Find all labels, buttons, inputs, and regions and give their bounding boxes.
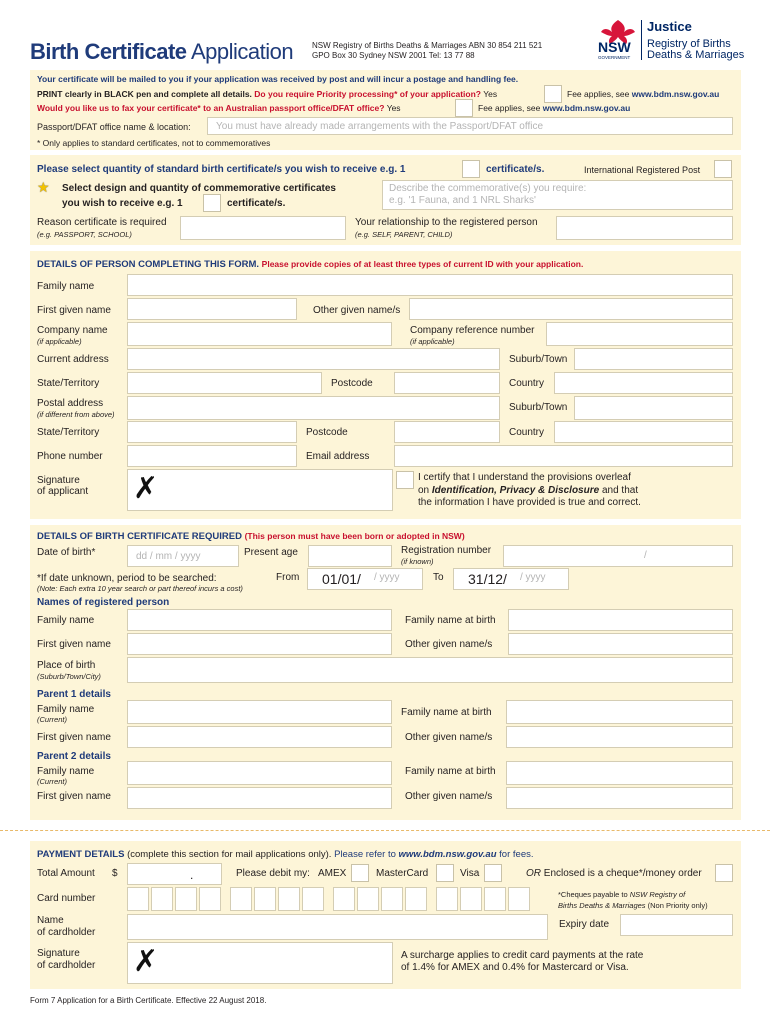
unknown-note: (Note: Each extra 10 year search or part thereof incurs a cost) xyxy=(37,584,243,593)
card-digit[interactable] xyxy=(254,887,276,911)
passport-label: Passport/DFAT office name & location: xyxy=(37,122,191,132)
card-digit[interactable] xyxy=(436,887,458,911)
total-decimal: . xyxy=(190,868,194,882)
company-hint: (if applicable) xyxy=(37,337,82,346)
fax-fee-text: Fee applies, see xyxy=(478,103,541,113)
payment-url: www.bdm.nsw.gov.au xyxy=(398,849,497,860)
p2-family-birth-input[interactable] xyxy=(506,761,733,785)
place-of-birth-label: Place of birth xyxy=(37,660,96,671)
email-label: Email address xyxy=(306,451,370,462)
payment-heading-note: (complete this section for mail applications only). xyxy=(127,849,332,860)
certify-line-3: the information I have provided is true and correct. xyxy=(418,497,641,508)
mastercard-label: MasterCard xyxy=(376,868,429,879)
total-label: Total Amount xyxy=(37,868,95,879)
cardholder-signature-input[interactable] xyxy=(127,942,393,984)
applicant-first-input[interactable] xyxy=(127,298,297,320)
applicant-signature-label-2: of applicant xyxy=(37,486,89,497)
card-number-input[interactable] xyxy=(127,887,537,911)
from-label: From xyxy=(276,572,300,583)
reg-other-label: Other given name/s xyxy=(405,639,493,650)
cardholder-name-label-2: of cardholder xyxy=(37,927,96,938)
reason-input[interactable] xyxy=(180,216,346,240)
state-input[interactable] xyxy=(127,372,322,394)
p1-first-input[interactable] xyxy=(127,726,392,748)
passport-office-input[interactable]: You must have already made arrangements with the Passport/DFAT office xyxy=(207,117,733,135)
star-icon: ★ xyxy=(37,179,50,195)
card-digit[interactable] xyxy=(127,887,149,911)
card-digit[interactable] xyxy=(333,887,355,911)
standard-quantity-label: Please select quantity of standard birth certificate/s you wish to receive e.g. 1 xyxy=(37,164,406,175)
fax-checkbox[interactable] xyxy=(455,99,473,117)
postal-address-hint: (if different from above) xyxy=(37,410,115,419)
card-digit[interactable] xyxy=(460,887,482,911)
registry-address-1: NSW Registry of Births Deaths & Marriages ABN 30 854 211 521 xyxy=(312,41,543,50)
to-value: 31/12/ xyxy=(468,571,507,587)
postcode2-input[interactable] xyxy=(394,421,500,443)
relationship-label: Your relationship to the registered person xyxy=(355,217,538,228)
logo-nsw-text: NSW xyxy=(598,39,631,55)
from-input[interactable] xyxy=(307,568,423,590)
company-label: Company name xyxy=(37,325,108,336)
priority-yes: Yes xyxy=(483,89,498,99)
p2-family-input[interactable] xyxy=(127,761,392,785)
comm-describe-input[interactable] xyxy=(382,180,733,210)
cheque-bdm: Births Deaths & Marriages xyxy=(558,901,646,910)
standard-quantity-input[interactable] xyxy=(462,160,480,178)
reason-label: Reason certificate is required xyxy=(37,217,167,228)
applicant-other-input[interactable] xyxy=(409,298,733,320)
birth-heading-row xyxy=(37,531,465,542)
priority-fee xyxy=(567,88,719,100)
certify-and: and that xyxy=(601,485,639,496)
surcharge-line-1: A surcharge applies to credit card payments at the rate xyxy=(401,950,644,961)
payment-for-fees: for fees. xyxy=(499,849,534,860)
comm-suffix: certificate/s. xyxy=(227,198,286,209)
postcode-label: Postcode xyxy=(331,378,373,389)
applicant-family-input[interactable] xyxy=(127,274,733,296)
form-title-light: Application xyxy=(190,39,294,64)
logo-justice: Justice xyxy=(647,19,692,34)
card-digit[interactable] xyxy=(405,887,427,911)
comm-placeholder-2: e.g. '1 Fauna, and 1 NRL Sharks' xyxy=(389,195,536,206)
reg-family-birth-input[interactable] xyxy=(508,609,733,631)
standard-quantity-suffix: certificate/s. xyxy=(486,164,545,175)
mail-notice: Your certificate will be mailed to you if your application was received by post and will incur a postage and handling fee. xyxy=(37,74,519,84)
form-title xyxy=(30,40,293,64)
certify-on: on xyxy=(418,485,430,496)
logo-gov-text: GOVERNMENT xyxy=(598,55,631,60)
dob-label: Date of birth* xyxy=(37,547,96,558)
dollar-sign: $ xyxy=(112,868,118,879)
comm-placeholder-1: Describe the commemorative(s) you require: xyxy=(389,183,587,194)
mastercard-checkbox[interactable] xyxy=(436,864,454,882)
company-ref-hint: (if applicable) xyxy=(410,337,455,346)
card-digit[interactable] xyxy=(357,887,379,911)
cardholder-signature-label: Signature xyxy=(37,948,80,959)
postcode-input[interactable] xyxy=(394,372,500,394)
card-digit[interactable] xyxy=(199,887,221,911)
priority-fee-url: www.bdm.nsw.gov.au xyxy=(631,89,720,99)
postal-address-input[interactable] xyxy=(127,396,500,420)
intl-post-checkbox[interactable] xyxy=(714,160,732,178)
country2-label: Country xyxy=(509,427,545,438)
visa-label: Visa xyxy=(460,868,480,879)
current-address-input[interactable] xyxy=(127,348,500,370)
cheque-non-priority: (Non Priority only) xyxy=(647,901,708,910)
p2-current-hint: (Current) xyxy=(37,777,68,786)
certify-checkbox[interactable] xyxy=(396,471,414,489)
amex-label: AMEX xyxy=(318,868,347,879)
company-ref-label: Company reference number xyxy=(410,325,535,336)
p1-family-label: Family name xyxy=(37,704,95,715)
enclosed-checkbox[interactable] xyxy=(715,864,733,882)
p1-family-input[interactable] xyxy=(127,700,392,724)
card-digit[interactable] xyxy=(302,887,324,911)
comm-label-2: you wish to receive e.g. 1 xyxy=(62,198,183,209)
fax-question: Would you like us to fax your certificate* to an Australian passport office/DFAT office? xyxy=(37,103,385,113)
country-input[interactable] xyxy=(554,372,733,394)
fax-row xyxy=(37,102,401,114)
certify-link: Identification, Privacy & Disclosure xyxy=(431,485,600,496)
names-heading: Names of registered person xyxy=(37,597,170,608)
applicant-signature-cross-icon: ✗ xyxy=(133,471,159,506)
logo-registry-1: Registry of Births xyxy=(647,38,731,50)
p2-other-input[interactable] xyxy=(506,787,733,809)
cheque-registry: NSW Registry of xyxy=(629,890,686,899)
card-digit[interactable] xyxy=(381,887,403,911)
cut-line xyxy=(0,830,770,831)
company-ref-input[interactable] xyxy=(546,322,733,346)
from-value: 01/01/ xyxy=(322,571,361,587)
from-yyyy: / yyyy xyxy=(374,572,400,583)
state2-input[interactable] xyxy=(127,421,297,443)
to-label: To xyxy=(433,572,444,583)
amex-checkbox[interactable] xyxy=(351,864,369,882)
fax-fee-url: www.bdm.nsw.gov.au xyxy=(542,103,631,113)
reg-family-birth-label: Family name at birth xyxy=(405,615,496,626)
p1-current-hint: (Current) xyxy=(37,715,68,724)
applicant-other-label: Other given name/s xyxy=(313,305,401,316)
priority-row xyxy=(37,88,497,100)
enclosed-or: OR xyxy=(526,868,541,879)
fax-fee xyxy=(478,102,630,114)
p1-first-label: First given name xyxy=(37,732,111,743)
registry-address-2: GPO Box 30 Sydney NSW 2001 Tel: 13 77 88 xyxy=(312,51,475,60)
logo-registry-2: Deaths & Marriages xyxy=(647,49,745,61)
present-age-input[interactable] xyxy=(308,545,392,567)
expiry-input[interactable] xyxy=(620,914,733,936)
email-input[interactable] xyxy=(394,445,733,467)
reg-number-label: Registration number xyxy=(401,545,492,556)
suburb2-input[interactable] xyxy=(574,396,733,420)
certify-line-2 xyxy=(418,485,638,497)
company-input[interactable] xyxy=(127,322,392,346)
p1-other-input[interactable] xyxy=(506,726,733,748)
p2-first-input[interactable] xyxy=(127,787,392,809)
card-digit[interactable] xyxy=(484,887,506,911)
parent1-heading: Parent 1 details xyxy=(37,689,111,700)
reg-first-label: First given name xyxy=(37,639,111,650)
card-digit[interactable] xyxy=(508,887,530,911)
card-digit[interactable] xyxy=(278,887,300,911)
nsw-logo xyxy=(598,18,638,62)
present-age-label: Present age xyxy=(244,547,298,558)
comm-quantity-input[interactable] xyxy=(203,194,221,212)
postcode2-label: Postcode xyxy=(306,427,348,438)
total-input[interactable] xyxy=(127,863,222,885)
cardholder-name-input[interactable] xyxy=(127,914,548,940)
expiry-label: Expiry date xyxy=(559,919,610,930)
cheque-note-2 xyxy=(558,901,708,910)
applicant-signature-label: Signature xyxy=(37,475,80,486)
current-address-label: Current address xyxy=(37,354,109,365)
certify-line-1: I certify that I understand the provisions overleaf xyxy=(418,472,631,483)
form-footer: Form 7 Application for a Birth Certificate. Effective 22 August 2018. xyxy=(30,996,267,1005)
surcharge-line-2: of 1.4% for AMEX and 0.4% for Mastercard or Visa. xyxy=(401,962,629,973)
applicant-heading: DETAILS OF PERSON COMPLETING THIS FORM. xyxy=(37,259,260,270)
enclosed-label: Enclosed is a cheque*/money order xyxy=(543,868,702,879)
priority-question: Do you require Priority processing* of your application? xyxy=(254,89,481,99)
payment-heading: PAYMENT DETAILS xyxy=(37,849,125,860)
reg-number-hint: (if known) xyxy=(401,557,434,566)
reg-family-label: Family name xyxy=(37,615,95,626)
form-title-bold: Birth Certificate xyxy=(30,39,187,64)
logo-divider xyxy=(641,20,642,60)
reg-other-input[interactable] xyxy=(508,633,733,655)
card-digit[interactable] xyxy=(175,887,197,911)
applicant-heading-note: Please provide copies of at least three types of current ID with your application. xyxy=(261,259,584,269)
state-label: State/Territory xyxy=(37,378,100,389)
print-instruction: PRINT clearly in BLACK pen and complete all details. xyxy=(37,89,252,99)
to-yyyy: / yyyy xyxy=(520,572,546,583)
parent2-heading: Parent 2 details xyxy=(37,751,111,762)
card-number-label: Card number xyxy=(37,893,96,904)
cardholder-signature-label-2: of cardholder xyxy=(37,960,96,971)
p1-family-birth-input[interactable] xyxy=(506,700,733,724)
priority-fee-text: Fee applies, see xyxy=(567,89,630,99)
unknown-label: *If date unknown, period to be searched: xyxy=(37,573,217,584)
relationship-hint: (e.g. SELF, PARENT, CHILD) xyxy=(355,230,453,239)
relationship-input[interactable] xyxy=(556,216,733,240)
country2-input[interactable] xyxy=(554,421,733,443)
suburb-input[interactable] xyxy=(574,348,733,370)
postal-address-label: Postal address xyxy=(37,398,104,409)
reg-number-slash: / xyxy=(644,550,647,561)
suburb-label: Suburb/Town xyxy=(509,354,568,365)
card-digit[interactable] xyxy=(230,887,252,911)
suburb2-label: Suburb/Town xyxy=(509,402,568,413)
reg-family-input[interactable] xyxy=(127,609,392,631)
reason-hint: (e.g. PASSPORT, SCHOOL) xyxy=(37,230,132,239)
dob-input[interactable]: dd / mm / yyyy xyxy=(127,545,239,567)
priority-checkbox[interactable] xyxy=(544,85,562,103)
payment-heading-row xyxy=(37,849,534,861)
fax-footnote: * Only applies to standard certificates, not to commemoratives xyxy=(37,138,271,148)
p2-family-birth-label: Family name at birth xyxy=(405,766,496,777)
intl-post-label: International Registered Post xyxy=(584,165,701,175)
p1-other-label: Other given name/s xyxy=(405,732,493,743)
comm-label-1: Select design and quantity of commemorative certificates xyxy=(62,183,336,194)
cardholder-signature-cross-icon: ✗ xyxy=(133,944,159,979)
state2-label: State/Territory xyxy=(37,427,100,438)
cardholder-name-label: Name xyxy=(37,915,64,926)
to-input[interactable] xyxy=(453,568,569,590)
debit-label: Please debit my: xyxy=(236,868,310,879)
applicant-first-label: First given name xyxy=(37,305,111,316)
card-digit[interactable] xyxy=(151,887,173,911)
phone-input[interactable] xyxy=(127,445,297,467)
reg-number-input[interactable] xyxy=(503,545,733,567)
reg-first-input[interactable] xyxy=(127,633,392,655)
payment-refer: Please refer to xyxy=(334,849,396,860)
place-of-birth-hint: (Suburb/Town/City) xyxy=(37,672,101,681)
enclosed-row xyxy=(526,868,702,880)
p2-first-label: First given name xyxy=(37,791,111,802)
cheque-note-1 xyxy=(558,890,685,899)
birth-heading-note: (This person must have been born or adopted in NSW) xyxy=(244,531,465,541)
applicant-signature-input[interactable] xyxy=(127,469,393,511)
p1-family-birth-label: Family name at birth xyxy=(401,707,492,718)
applicant-family-label: Family name xyxy=(37,281,95,292)
country-label: Country xyxy=(509,378,545,389)
applicant-heading-row xyxy=(37,259,583,270)
cheque-payable: *Cheques payable to xyxy=(558,890,628,899)
p2-family-label: Family name xyxy=(37,766,95,777)
visa-checkbox[interactable] xyxy=(484,864,502,882)
birth-heading: DETAILS OF BIRTH CERTIFICATE REQUIRED xyxy=(37,531,242,542)
place-of-birth-input[interactable] xyxy=(127,657,733,683)
fax-yes: Yes xyxy=(386,103,401,113)
phone-label: Phone number xyxy=(37,451,103,462)
p2-other-label: Other given name/s xyxy=(405,791,493,802)
